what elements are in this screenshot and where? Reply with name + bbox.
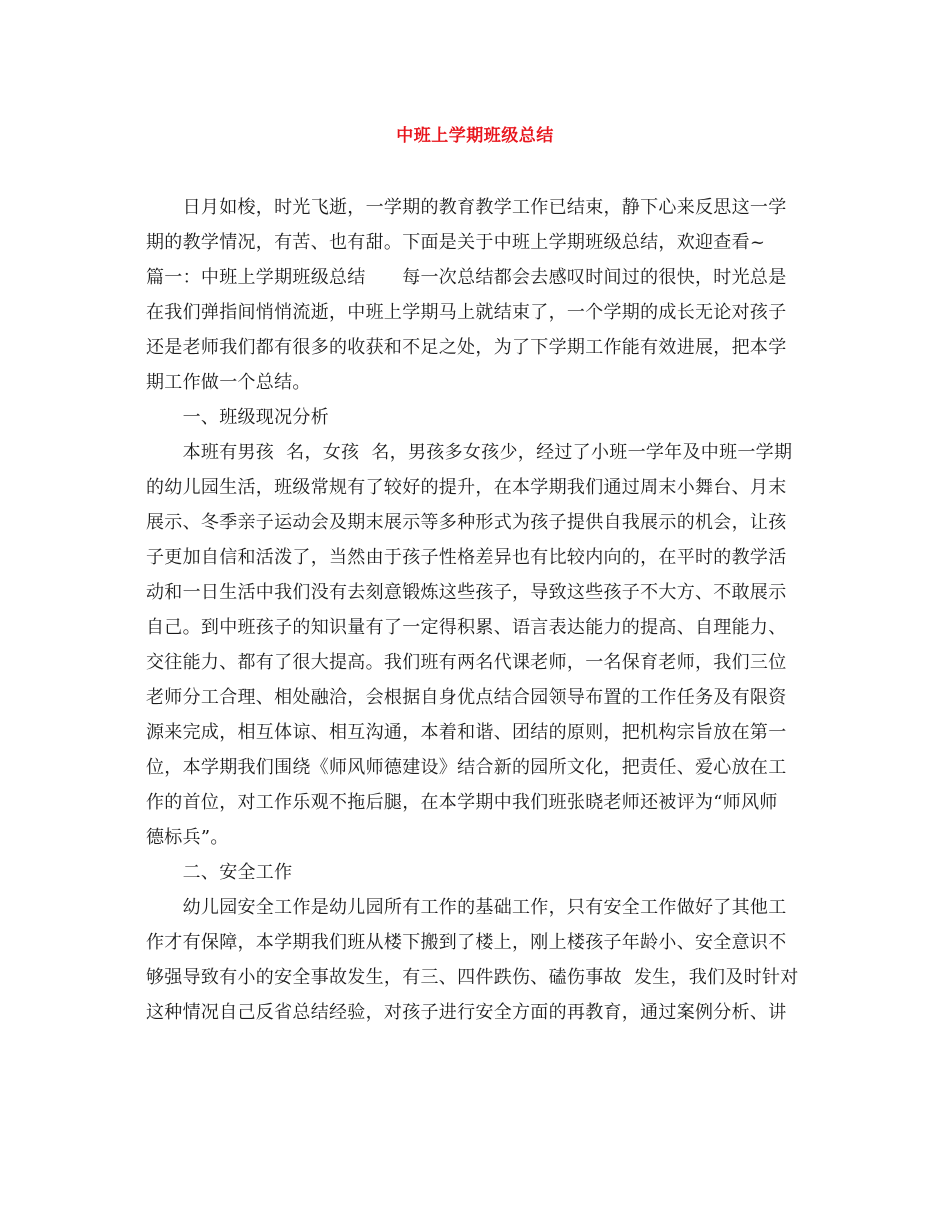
document-title: 中班上学期班级总结: [396, 126, 554, 146]
section-heading: 二、安全工作: [146, 862, 293, 883]
text-line: 作的首位，对工作乐观不拖后腿，在本学期中我们班张晓老师还被评为“师风师: [146, 792, 778, 813]
text-line: 幼儿园安全工作是幼儿园所有工作的基础工作，只有安全工作做好了其他工: [146, 897, 787, 918]
text-line: 动和一日生活中我们没有去刻意锻炼这些孩子，导致这些孩子不大方、不敢展示: [146, 582, 787, 603]
text-line: 日月如梭，时光飞逝，一学期的教育教学工作已结束，静下心来反思这一学: [146, 197, 787, 218]
text-line: 交往能力、都有了很大提高。我们班有两名代课老师，一名保育老师，我们三位: [146, 652, 787, 673]
text-line: 源来完成，相互体谅、相互沟通，本着和谐、团结的原则，把机构宗旨放在第一: [146, 722, 787, 743]
text-line: 篇一：中班上学期班级总结 每一次总结都会去感叹时间过的很快，时光总是: [146, 267, 787, 288]
text-line: 的幼儿园生活，班级常规有了较好的提升，在本学期我们通过周末小舞台、月末: [146, 477, 787, 498]
text-line: 老师分工合理、相处融洽，会根据自身优点结合园领导布置的工作任务及有限资: [146, 687, 787, 708]
text-line: 作才有保障，本学期我们班从楼下搬到了楼上，刚上楼孩子年龄小、安全意识不: [146, 932, 787, 953]
text-line: 在我们弹指间悄悄流逝，中班上学期马上就结束了，一个学期的成长无论对孩子: [146, 302, 787, 323]
text-line: 本班有男孩 名，女孩 名，男孩多女孩少，经过了小班一学年及中班一学期: [146, 442, 793, 463]
document-body: [146, 190, 802, 1030]
text-line: 还是老师我们都有很多的收获和不足之处，为了下学期工作能有效进展，把本学: [146, 337, 787, 358]
section-heading: 一、班级现况分析: [146, 407, 329, 428]
text-line: 展示、冬季亲子运动会及期末展示等多种形式为孩子提供自我展示的机会，让孩: [146, 512, 787, 533]
text-line: 子更加自信和活泼了，当然由于孩子性格差异也有比较内向的，在平时的教学活: [146, 547, 787, 568]
text-line: 期的教学情况，有苦、也有甜。下面是关于中班上学期班级总结，欢迎查看~: [146, 232, 766, 253]
text-line: 够强导致有小的安全事故发生，有三、四件跌伤、磕伤事故 发生，我们及时针对: [146, 967, 799, 988]
text-line: 自己。到中班孩子的知识量有了一定得积累、语言表达能力的提高、自理能力、: [146, 617, 787, 638]
text-line: 德标兵”。: [146, 827, 229, 848]
text-line: 期工作做一个总结。: [146, 372, 311, 393]
text-line: 位，本学期我们围绕《师风师德建设》结合新的园所文化，把责任、爱心放在工: [146, 757, 787, 778]
text-line: 这种情况自己反省总结经验，对孩子进行安全方面的再教育，通过案例分析、讲: [146, 1002, 787, 1023]
